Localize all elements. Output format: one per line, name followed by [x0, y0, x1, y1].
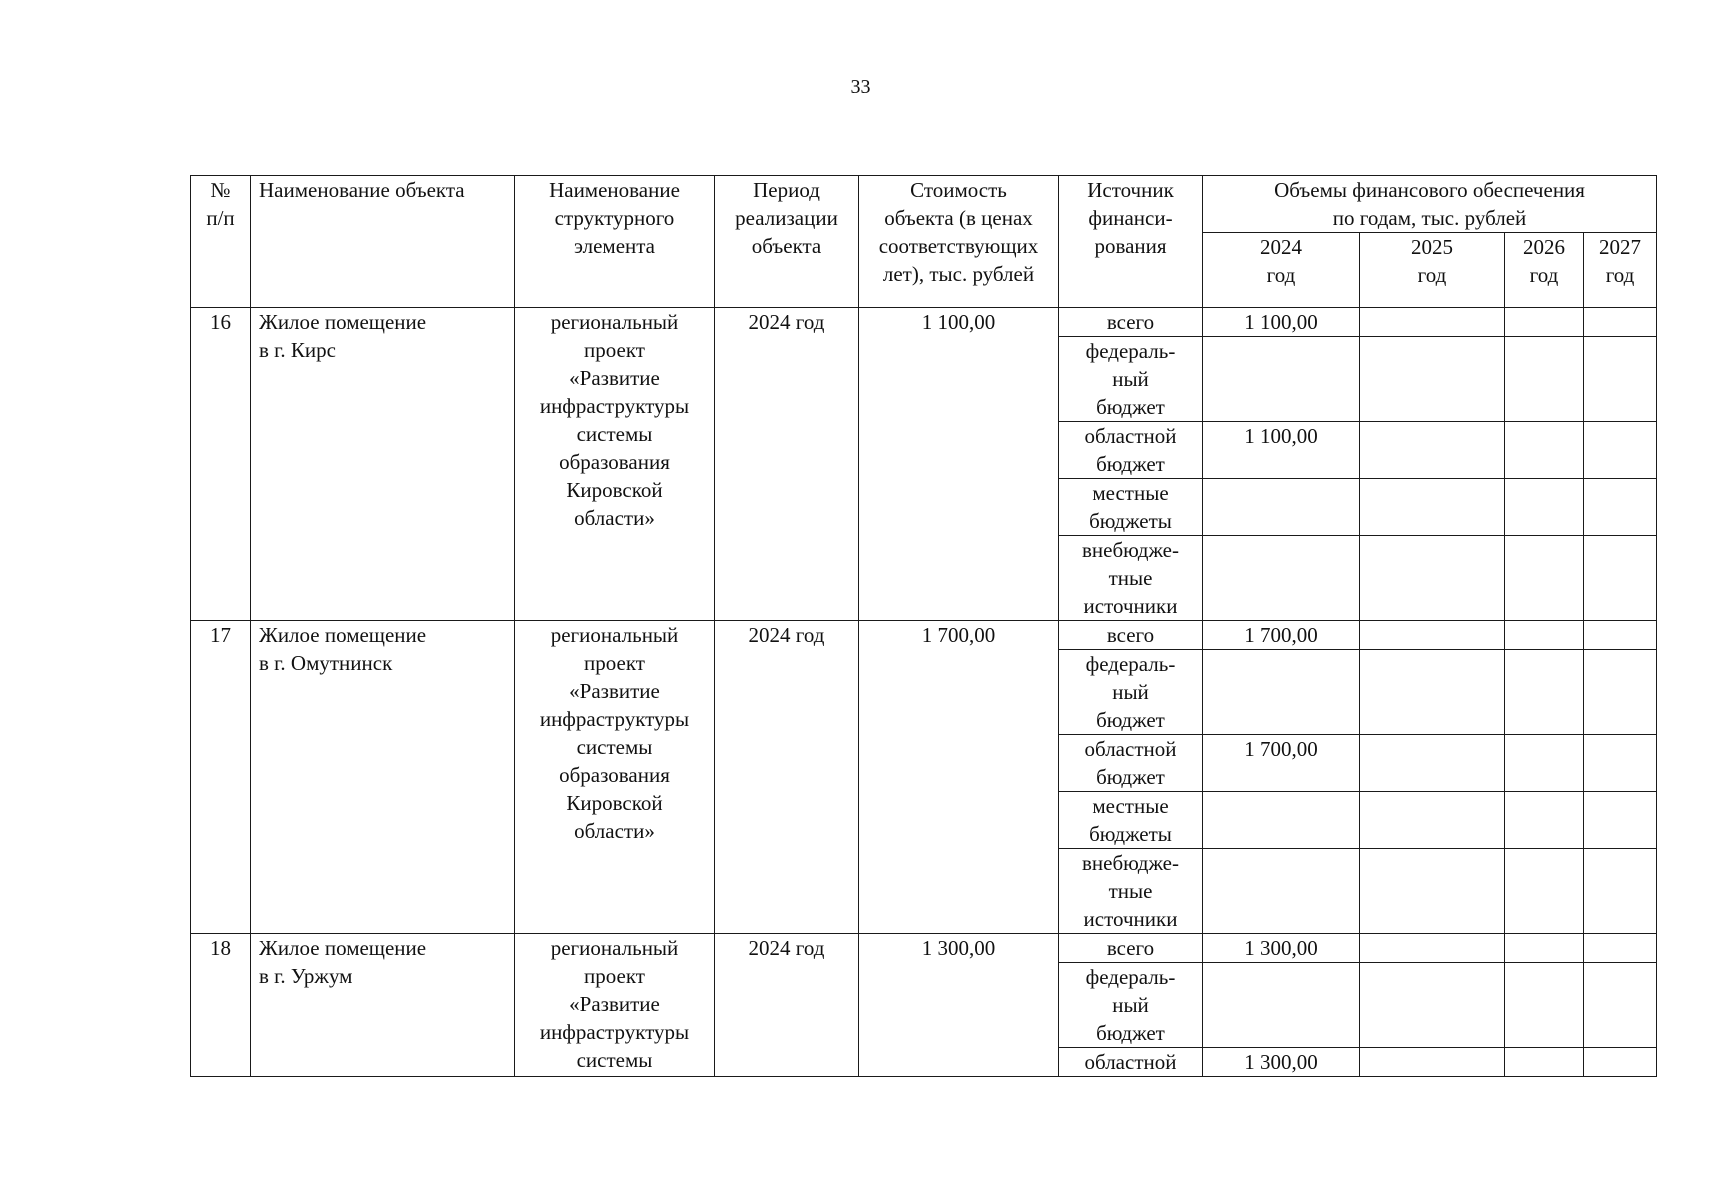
- value-2024: 1 100,00: [1203, 308, 1360, 337]
- cost: 1 700,00: [859, 621, 1059, 934]
- value-2025: [1360, 934, 1505, 963]
- financing-table: [190, 175, 1657, 1077]
- value-2025: [1360, 308, 1505, 337]
- structural-element: региональный проект «Развитие инфраструктуры системы образования Кировской области»: [515, 308, 715, 621]
- cost: 1 300,00: [859, 934, 1059, 1077]
- value-2026: [1505, 934, 1584, 963]
- structural-element: региональный проект «Развитие инфраструктуры системы: [515, 934, 715, 1077]
- value-2027: [1584, 792, 1657, 849]
- header-period: Период реализации объекта: [715, 176, 859, 308]
- table-row: [191, 621, 1657, 650]
- table-row: [191, 934, 1657, 963]
- value-2025: [1360, 963, 1505, 1048]
- value-2026: [1505, 1048, 1584, 1077]
- value-2027: [1584, 422, 1657, 479]
- value-2024: [1203, 337, 1360, 422]
- value-2024: [1203, 479, 1360, 536]
- header-year-2026: 2026 год: [1505, 233, 1584, 308]
- source-regional: областной бюджет: [1059, 422, 1203, 479]
- period: 2024 год: [715, 308, 859, 621]
- value-2024: [1203, 849, 1360, 934]
- value-2026: [1505, 621, 1584, 650]
- header-structural-element: Наименование структурного элемента: [515, 176, 715, 308]
- value-2024: 1 300,00: [1203, 934, 1360, 963]
- value-2025: [1360, 479, 1505, 536]
- header-object-name: Наименование объекта: [251, 176, 515, 308]
- value-2027: [1584, 849, 1657, 934]
- value-2025: [1360, 536, 1505, 621]
- source-extrabudgetary: внебюдже- тные источники: [1059, 849, 1203, 934]
- header-year-2025: 2025 год: [1360, 233, 1505, 308]
- source-federal: федераль- ный бюджет: [1059, 963, 1203, 1048]
- source-regional: областной: [1059, 1048, 1203, 1077]
- value-2024: 1 300,00: [1203, 1048, 1360, 1077]
- header-year-2027: 2027 год: [1584, 233, 1657, 308]
- period: 2024 год: [715, 621, 859, 934]
- value-2027: [1584, 308, 1657, 337]
- value-2025: [1360, 650, 1505, 735]
- value-2027: [1584, 963, 1657, 1048]
- value-2026: [1505, 308, 1584, 337]
- source-federal: федераль- ный бюджет: [1059, 337, 1203, 422]
- value-2026: [1505, 792, 1584, 849]
- source-regional: областной бюджет: [1059, 735, 1203, 792]
- value-2026: [1505, 422, 1584, 479]
- value-2027: [1584, 735, 1657, 792]
- source-federal: федераль- ный бюджет: [1059, 650, 1203, 735]
- value-2027: [1584, 1048, 1657, 1077]
- value-2025: [1360, 849, 1505, 934]
- value-2024: 1 700,00: [1203, 735, 1360, 792]
- value-2025: [1360, 337, 1505, 422]
- value-2026: [1505, 479, 1584, 536]
- value-2026: [1505, 849, 1584, 934]
- header-row: [191, 176, 1657, 233]
- row-num: 16: [191, 308, 251, 621]
- value-2025: [1360, 621, 1505, 650]
- source-total: всего: [1059, 621, 1203, 650]
- value-2024: [1203, 650, 1360, 735]
- value-2024: 1 700,00: [1203, 621, 1360, 650]
- page-number: 33: [850, 76, 871, 98]
- value-2026: [1505, 735, 1584, 792]
- value-2024: [1203, 792, 1360, 849]
- object-name: Жилое помещение в г. Омутнинск: [251, 621, 515, 934]
- header-funding-source: Источник финанси- рования: [1059, 176, 1203, 308]
- value-2027: [1584, 934, 1657, 963]
- structural-element: региональный проект «Развитие инфраструктуры системы образования Кировской области»: [515, 621, 715, 934]
- value-2027: [1584, 536, 1657, 621]
- source-total: всего: [1059, 934, 1203, 963]
- source-local: местные бюджеты: [1059, 479, 1203, 536]
- cost: 1 100,00: [859, 308, 1059, 621]
- value-2026: [1505, 337, 1584, 422]
- value-2024: [1203, 536, 1360, 621]
- header-funding-volumes: Объемы финансового обеспечения по годам, тыс. рублей: [1203, 176, 1657, 233]
- value-2024: 1 100,00: [1203, 422, 1360, 479]
- value-2024: [1203, 963, 1360, 1048]
- value-2026: [1505, 963, 1584, 1048]
- source-total: всего: [1059, 308, 1203, 337]
- value-2026: [1505, 650, 1584, 735]
- table-row: [191, 308, 1657, 337]
- object-name: Жилое помещение в г. Уржум: [251, 934, 515, 1077]
- value-2026: [1505, 536, 1584, 621]
- period: 2024 год: [715, 934, 859, 1077]
- value-2025: [1360, 1048, 1505, 1077]
- value-2025: [1360, 792, 1505, 849]
- value-2025: [1360, 735, 1505, 792]
- source-extrabudgetary: внебюдже- тные источники: [1059, 536, 1203, 621]
- value-2027: [1584, 621, 1657, 650]
- row-num: 18: [191, 934, 251, 1077]
- value-2027: [1584, 479, 1657, 536]
- value-2025: [1360, 422, 1505, 479]
- header-num: № п/п: [191, 176, 251, 308]
- value-2027: [1584, 337, 1657, 422]
- row-num: 17: [191, 621, 251, 934]
- value-2027: [1584, 650, 1657, 735]
- header-cost: Стоимость объекта (в ценах соответствующих лет), тыс. рублей: [859, 176, 1059, 308]
- object-name: Жилое помещение в г. Кирс: [251, 308, 515, 621]
- header-year-2024: 2024 год: [1203, 233, 1360, 308]
- source-local: местные бюджеты: [1059, 792, 1203, 849]
